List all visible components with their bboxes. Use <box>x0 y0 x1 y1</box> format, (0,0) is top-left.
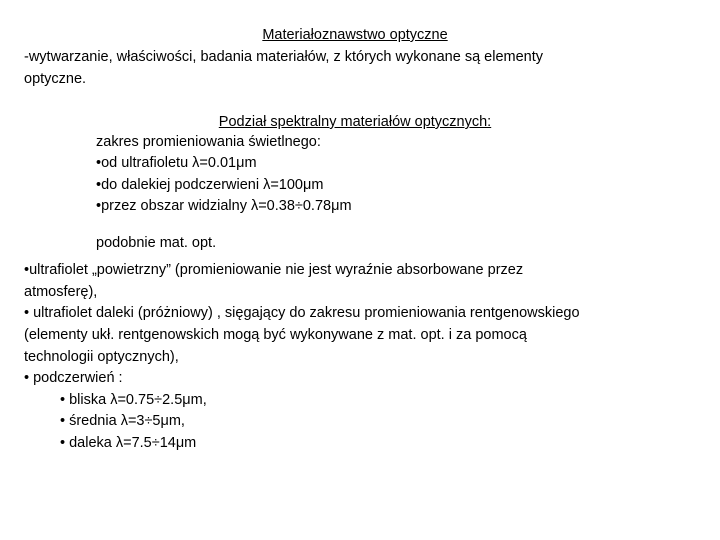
ir-item: • daleka λ=7.5÷14μm <box>60 435 197 451</box>
body-line: • podczerwień : <box>24 370 123 386</box>
ir-item: • średnia λ=3÷5μm, <box>60 413 185 429</box>
body-line: • ultrafiolet daleki (próżniowy) , sięgający do zakresu promieniowania rentgenowskiego <box>24 305 580 321</box>
range-item: •przez obszar widzialny λ=0.38÷0.78μm <box>96 198 352 214</box>
page-title: Materiałoznawstwo optyczne <box>262 27 448 43</box>
range-intro: zakres promieniowania świetlnego: <box>96 134 321 150</box>
range-item: •do dalekiej podczerwieni λ=100μm <box>96 177 324 193</box>
ir-item: • bliska λ=0.75÷2.5μm, <box>60 392 207 408</box>
similar-note: podobnie mat. opt. <box>96 235 217 251</box>
body-line: (elementy ukł. rentgenowskich mogą być wykonywane z mat. opt. i za pomocą <box>24 327 527 343</box>
body-line: atmosferę), <box>24 284 98 300</box>
definition-line: -wytwarzanie, właściwości, badania materiałów, z których wykonane są elementy <box>24 49 543 65</box>
section-heading: Podział spektralny materiałów optycznych: <box>218 114 492 130</box>
range-item: •od ultrafioletu λ=0.01μm <box>96 155 257 171</box>
definition-line: optyczne. <box>24 71 87 87</box>
body-line: •ultrafiolet „powietrzny” (promieniowanie nie jest wyraźnie absorbowane przez <box>24 262 524 278</box>
body-line: technologii optycznych), <box>24 349 179 365</box>
